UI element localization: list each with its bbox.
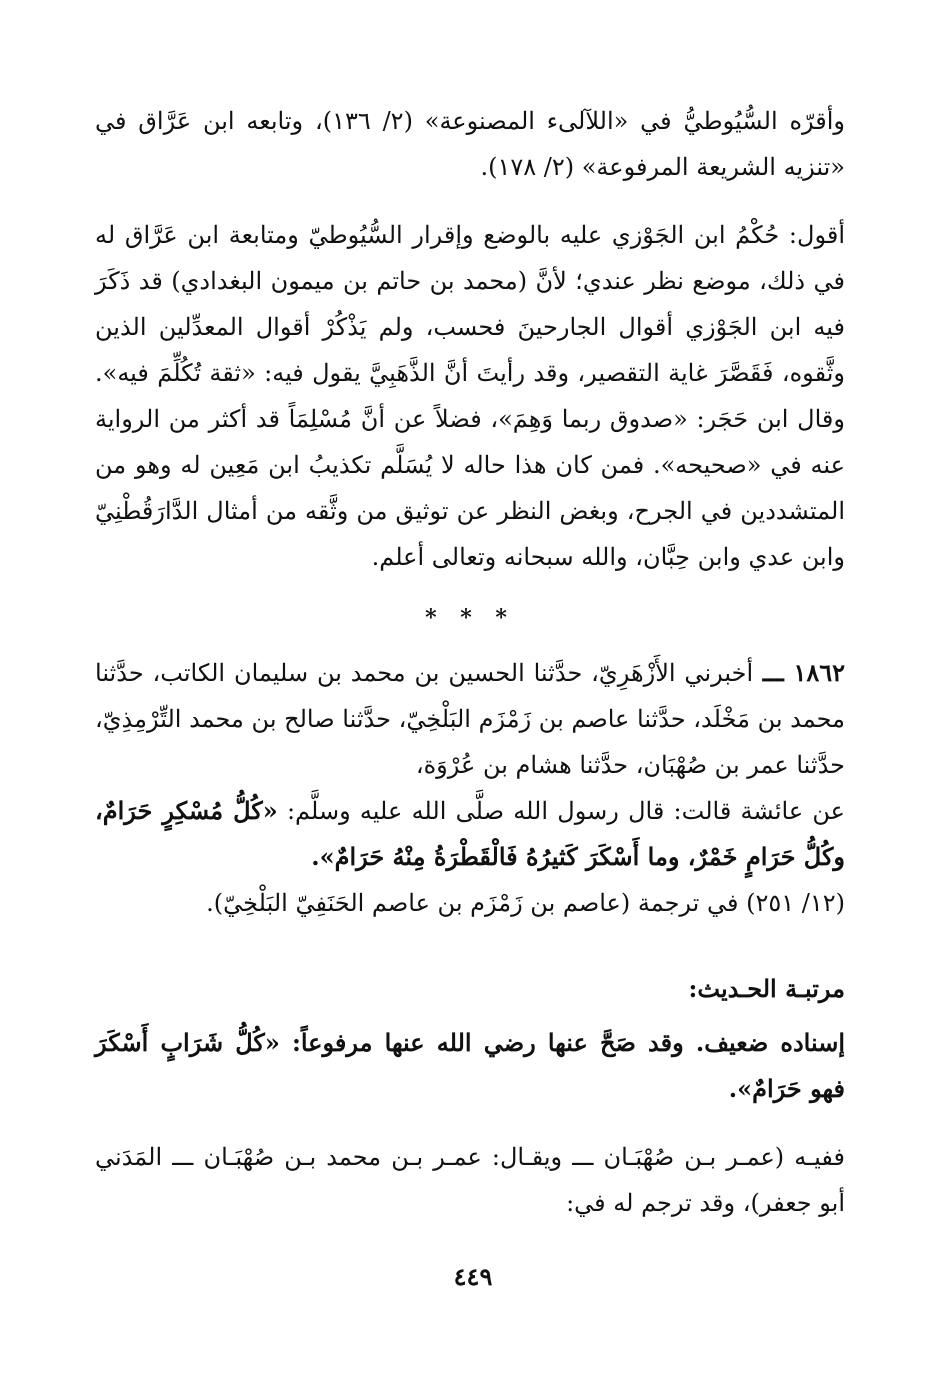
hadith-isnad: أخبرني الأَزْهَرِيّ، حدَّثنا الحسين بن محمد بن سليمان الكاتب، حدَّثنا محمد بن مَخْلَد، حدَّثنا عاصم بن زَمْزَم البَلْخِيّ، حدَّثنا صالح بن محمد التِّرْمِذِيّ، حدَّثنا عمر بن صُهْبَان، حدَّثنا هشام بن عُرْوَة، [95, 659, 845, 779]
page-body [95, 98, 845, 1226]
hadith-matn: «كُلُّ مُسْكِرٍ حَرَامٌ، وكُلُّ حَرَامٍ خَمْرٌ، وما أَسْكَرَ كَثيرُهُ فَالْقَطْرَةُ مِنْهُ حَرَامٌ». [95, 796, 845, 871]
grading-text [95, 1020, 845, 1112]
hadith-number-dash: ـــ [753, 658, 794, 687]
grading-text-intro: إسناده ضعيف. وقد صَحَّ عنها رضي الله عنها مرفوعاً: [279, 1028, 846, 1057]
hadith-matn-paragraph [95, 788, 845, 880]
section-divider: * * * [425, 605, 515, 631]
hadith-matn-intro: عن عائشة قالت: قال رسول الله صلَّى الله عليه وسلَّم: [277, 797, 845, 825]
hadith-reference: (١٢/ ٢٥١) في ترجمة (عاصم بن زَمْزَم بن عاصم الحَنَفِيّ البَلْخِيّ). [206, 889, 845, 917]
paragraph-citation: وأقرّه السُّيُوطيُّ في «اللآلىء المصنوعة» (٢/ ١٣٦)، وتابعه ابن عَرَّاق في «تنزيه الشريعة المرفوعة» (٢/ ١٧٨). [95, 107, 845, 181]
grading-heading: مرتبـة الحـديث: [688, 974, 845, 1003]
grading-quote: «كُلُّ شَرَابٍ أَسْكَرَ فهو حَرَامٌ». [95, 1028, 845, 1103]
hadith-isnad-paragraph [95, 650, 845, 788]
narrator-note: ففيـه (عمـر بـن صُهْبَـان ـــ ويقـال: عمـر بـن محمد بـن صُهْبَـان ـــ المَدَني أبو جعفر)، وقد ترجم له في: [95, 1143, 845, 1217]
paragraph-commentary: أقول: حُكْمُ ابن الجَوْزي عليه بالوضع وإقرار السُّيُوطيّ ومتابعة ابن عَرَّاق له في ذلك، موضع نظر عندي؛ لأنَّ (محمد بن حاتم بن ميمون البغدادي) قد ذَكَرَ فيه ابن الجَوْزي أقوال الجارحينَ فحسب، ولم يَذْكُرْ أقوال المعدِّلين الذين وثَّقوه، فَقَصَّرَ غاية التقصير، وقد رأيتَ أنَّ الذَّهَبِيَّ يقول فيه: «ثقة تُكُلِّمَ فيه». وقال ابن حَجَر: «صدوق ربما وَهِمَ»، فضلاً عن أنَّ مُسْلِمَاً قد أكثر من الرواية عنه في «صحيحه». فمن كان هذا حاله لا يُسَلَّم تكذيبُ ابن مَعِين له وهو من المتشددين في الجرح، وبغض النظر عن توثيق من وثَّقه من أمثال الدَّارَقُطْنِيّ وابن عدي وابن حِبَّان، والله سبحانه وتعالى أعلم. [95, 221, 846, 571]
hadith-number: ١٨٦٢ [793, 658, 845, 687]
page-number: ٤٤٩ [453, 1262, 493, 1291]
